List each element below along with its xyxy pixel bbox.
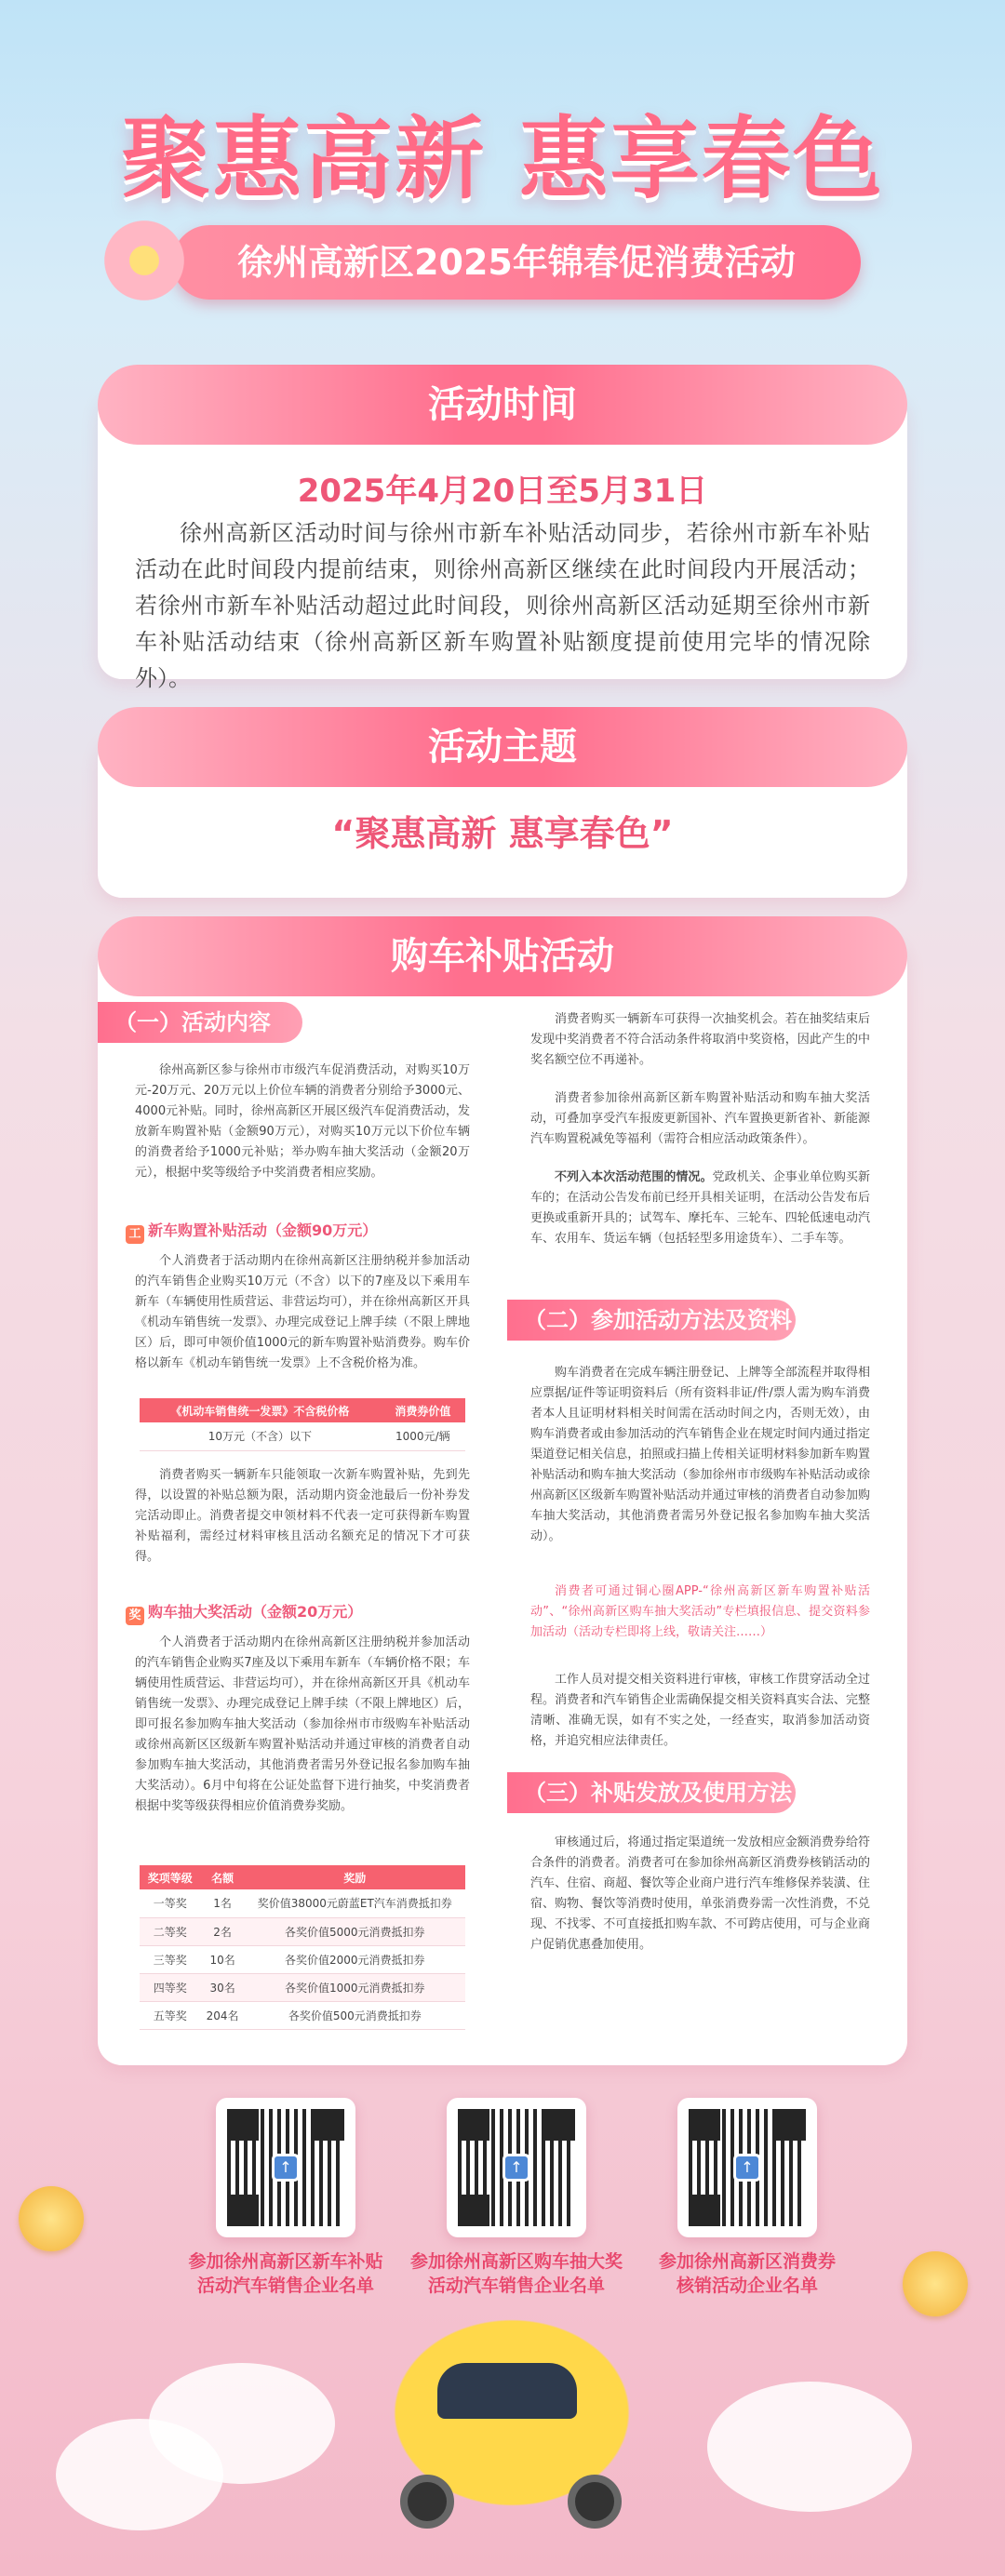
coin-icon <box>19 2186 84 2251</box>
part3-body: 审核通过后，将通过指定渠道统一发放相应金额消费券给符合条件的消费者。消费者可在参加徐州高新区消费券核销活动的汽车、住宿、商超、餐饮等企业商户进行汽车维修保养装潢、住宿、购物、餐饮等消费时使用，单张消费券需一次性消费，不兑现、不找零、不可直接抵扣购车款、不可跨店使用，可与企业商户促销优惠叠加使用。 <box>530 1835 870 1952</box>
car-window <box>437 2363 577 2419</box>
part2-tag: （二）参加活动方法及资料 <box>507 1300 796 1341</box>
coin-icon <box>903 2251 968 2316</box>
section-heading-time: 活动时间 <box>98 365 907 445</box>
section-heading-subsidy: 购车补贴活动 <box>98 916 907 996</box>
flower-icon <box>98 214 191 307</box>
prize-table-header: 名额 <box>201 1865 245 1889</box>
part1-tag: （一）活动内容 <box>98 1002 302 1043</box>
activity-date: 2025年4月20日至5月31日 <box>297 473 708 510</box>
car-wheel <box>568 2475 622 2529</box>
part3-tag: （三）补贴发放及使用方法 <box>507 1772 796 1813</box>
cloud-decoration <box>707 2382 912 2512</box>
section-heading-theme: 活动主题 <box>98 707 907 787</box>
subsidy-table-cell: 1000元/辆 <box>381 1422 465 1450</box>
car-wheel <box>400 2475 454 2529</box>
part1-intro: 徐州高新区参与徐州市市级汽车促消费活动，对购买10万元-20万元、20万元以上价位车辆的消费者分别给予3000元、4000元补贴。同时，徐州高新区开展区级汽车促消费活动，发放新车购置补贴（金额90万元），对购买10万元以下价位车辆的消费者给予1000元补贴；举办购车抽大奖活动（金额20万元），根据中奖等级给予中奖消费者相应奖励。 <box>135 1063 470 1180</box>
qr-label-lottery: 参加徐州高新区购车抽大奖 活动汽车销售企业名单 <box>409 2251 623 2296</box>
gift-icon: 工 <box>126 1225 144 1244</box>
subsidy-card <box>98 935 907 2065</box>
prize-table-header: 奖励 <box>245 1865 465 1889</box>
table-row: 四等奖 30名 各奖价值1000元消费抵扣券 <box>140 1973 465 2001</box>
part2-body: 购车消费者在完成车辆注册登记、上牌等全部流程并取得相应票据/证件等证明资料后（所有资料非证/件/票人需为购车消费者本人且证明材料相关时间需在活动时间之内，否则无效），由购车消费者或由参加活动的汽车销售企业在规定时间内通过指定渠道登记相关信息，拍照或扫描上传相关证明材料参加新车购置补贴活动和购车抽大奖活动（参加徐州市市级购车补贴活动或徐州高新区区级新车购置补贴活动并通过审核的消费者自动参加购车抽大奖活动，其他消费者需另外登记报名参加购车抽大奖活动）。 <box>530 1366 870 1543</box>
subsidy-table <box>140 1398 465 1451</box>
hero-subtitle: 徐州高新区2025年锦春促消费活动 <box>172 225 861 300</box>
qr-label-voucher: 参加徐州高新区消费券 核销活动企业名单 <box>658 2251 836 2296</box>
table-row: 三等奖 10名 各奖价值2000元消费抵扣券 <box>140 1945 465 1973</box>
table-row: 五等奖 204名 各奖价值500元消费抵扣券 <box>140 2001 465 2029</box>
new-car-subsidy-body: 个人消费者于活动期内在徐州高新区注册纳税并参加活动的汽车销售企业购买10万元（不含）以下的7座及以下乘用车新车（车辆使用性质营运、非营运均可），并在徐州高新区开具《机动车销售统一发票》、办理完成登记上牌手续（不限上牌地区）后，即可申领价值1000元的新车购置补贴消费券。购车价格以新车《机动车销售统一发票》上不含税价格为准。 <box>135 1254 470 1370</box>
hero-title: 聚惠高新 惠享春色 <box>121 107 884 211</box>
qr-label-new-car: 参加徐州高新区新车补贴 活动汽车销售企业名单 <box>188 2251 383 2296</box>
subsidy-table-header: 《机动车销售统一发票》不含税价格 <box>140 1398 381 1422</box>
lottery-body: 个人消费者于活动期内在徐州高新区注册纳税并参加活动的汽车销售企业购买7座及以下乘用车新车（车辆价格不限；车辆使用性质营运、非营运均可），并在徐州高新区开具《机动车销售统一发票》、办理完成登记上牌手续（不限上牌地区）后，即可报名参加购车抽大奖活动（参加徐州市市级购车补贴活动或徐州高新区区级新车购置补贴活动并通过审核的消费者自动参加购车抽大奖活动，其他消费者需另外登记报名参加购车抽大奖活动）。6月中旬将在公证处监督下进行抽奖，中奖消费者根据中奖等级获得相应价值消费券奖励。 <box>135 1635 470 1813</box>
qr-code-voucher[interactable] <box>677 2098 817 2237</box>
right-paragraph-3 <box>530 1168 870 1249</box>
prize-table <box>140 1865 465 2030</box>
subsidy-table-cell: 10万元（不含）以下 <box>140 1422 381 1450</box>
hero-banner <box>0 0 1005 372</box>
time-description: 徐州高新区活动时间与徐州市新车补贴活动同步，若徐州市新车补贴活动在此时间段内提前结束，则徐州高新区继续在此时间段内开展活动；若徐州市新车补贴活动超过此时间段，则徐州高新区活动延期至徐州市新车补贴活动结束（徐州高新区新车购置补贴额度提前使用完毕的情况除外）。 <box>135 520 870 691</box>
part2-body-2: 工作人员对提交相关资料进行审核，审核工作贯穿活动全过程。消费者和汽车销售企业需确保提交相关资料真实合法、完整清晰、准确无误，如有不实之处，一经查实，取消参加活动资格，并追究相应法律责任。 <box>530 1673 870 1748</box>
theme-text: “聚惠高新 惠享春色” <box>331 813 674 854</box>
new-car-subsidy-note: 消费者购买一辆新车只能领取一次新车购置补贴，先到先得，以设置的补贴总额为限，活动期内资金池最后一份补券发完活动即止。消费者提交申领材料不代表一定可获得新车购置补贴福利，需经过材料审核且活动名额充足的情况下才可获得。 <box>135 1468 470 1564</box>
tongxinquan-logo-icon: ↑ <box>272 2154 300 2182</box>
new-car-subsidy-heading: 工 新车购置补贴活动（金额90万元） <box>126 1219 377 1244</box>
cloud-decoration <box>56 2419 223 2530</box>
exclusion-heading: 不列入本次活动范围的情况。 <box>555 1170 713 1184</box>
table-row: 二等奖 2名 各奖价值5000元消费抵扣券 <box>140 1917 465 1945</box>
table-row: 一等奖 1名 奖价值38000元蔚蓝ET汽车消费抵扣券 <box>140 1889 465 1917</box>
exclusion-body: 党政机关、企事业单位购买新车的；在活动公告发布前已经开具相关证明，在活动公告发布后更换或重新开具的；试驾车、摩托车、三轮车、四轮低速电动汽车、农用车、货运车辆（包括轻型多用途货车）、二手车等。 <box>530 1170 870 1246</box>
subsidy-table-header: 消费券价值 <box>381 1398 465 1422</box>
right-paragraph-2: 消费者参加徐州高新区新车购置补贴活动和购车抽大奖活动，可叠加享受汽车报废更新国补、汽车置换更新省补、新能源汽车购置税减免等福利（需符合相应活动政策条件）。 <box>530 1091 870 1146</box>
qr-code-lottery[interactable] <box>447 2098 586 2237</box>
lottery-heading: 奖 购车抽大奖活动（金额20万元） <box>126 1600 362 1625</box>
prize-table-header: 奖项等级 <box>140 1865 201 1889</box>
qr-code-new-car[interactable] <box>216 2098 355 2237</box>
tongxinquan-logo-icon: ↑ <box>502 2154 530 2182</box>
right-paragraph-1: 消费者购买一辆新车可获得一次抽奖机会。若在抽奖结束后发现中奖消费者不符合活动条件将取消中奖资格，因此产生的中奖名额空位不再递补。 <box>530 1012 870 1067</box>
tongxinquan-logo-icon: ↑ <box>733 2154 761 2182</box>
gift-icon: 奖 <box>126 1607 144 1625</box>
part2-app-notice: 消费者可通过铜心圈APP-“徐州高新区新车购置补贴活动”、“徐州高新区购车抽大奖活动”专栏填报信息、提交资料参加活动（活动专栏即将上线，敬请关注……） <box>530 1584 870 1639</box>
